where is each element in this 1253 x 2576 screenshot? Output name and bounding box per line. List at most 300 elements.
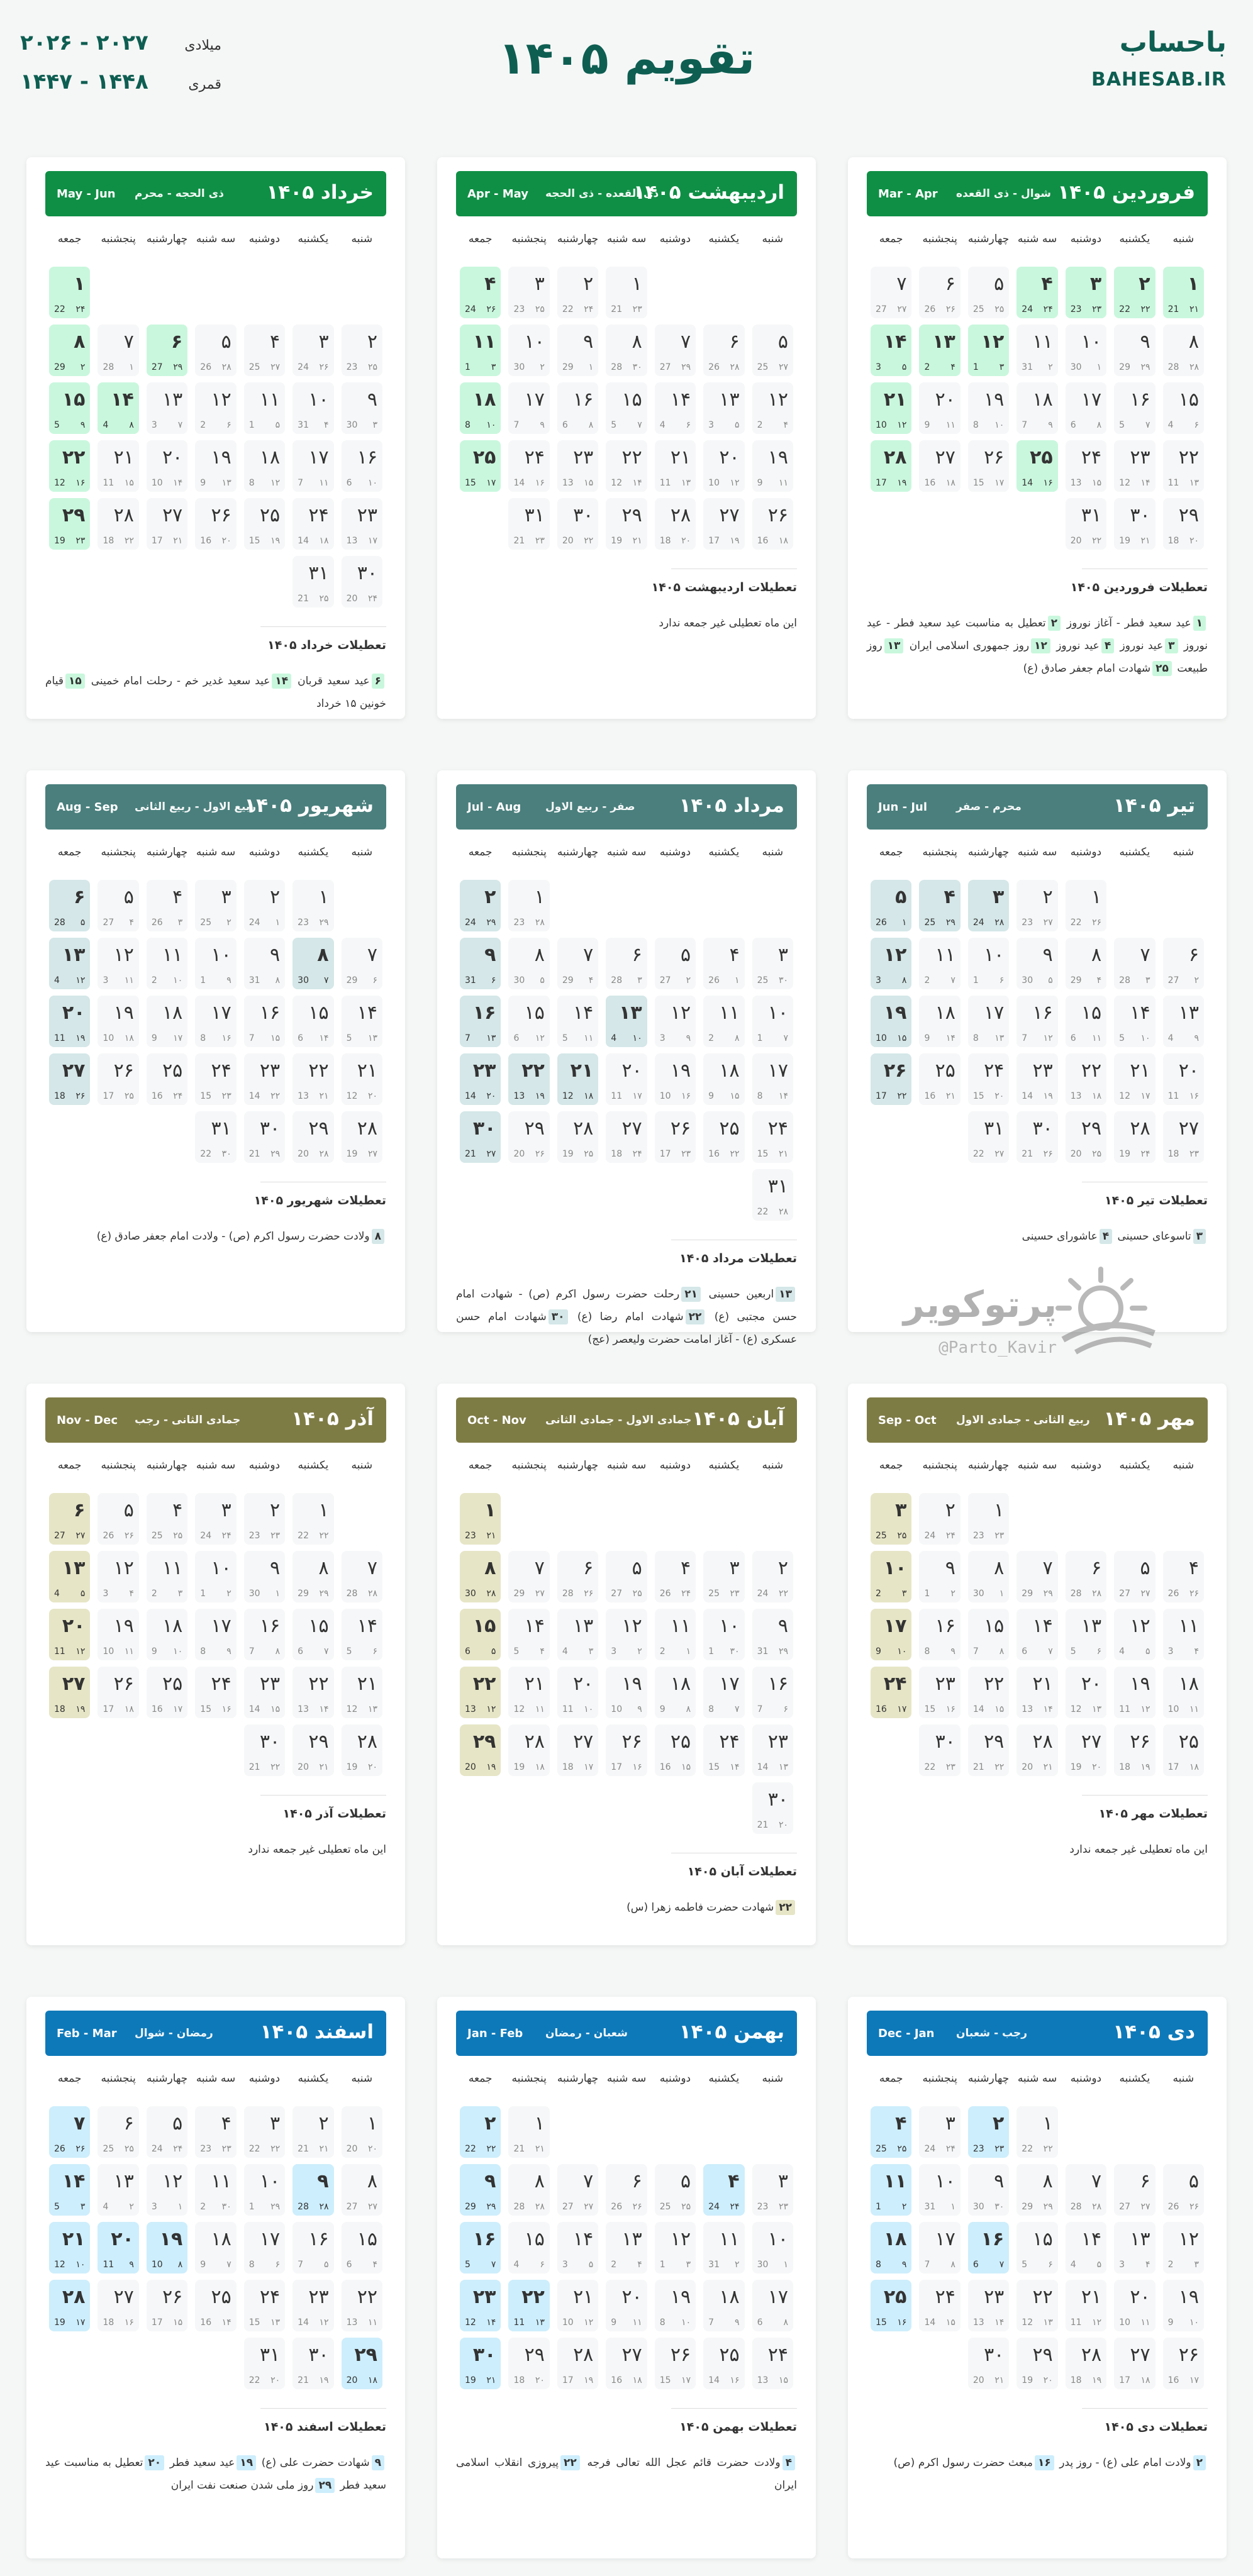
day-cell[interactable] [244, 1667, 285, 1718]
day-cell[interactable] [292, 498, 333, 550]
day-cell[interactable] [195, 498, 236, 550]
day-cell[interactable] [919, 2164, 960, 2216]
day-cell[interactable] [460, 2280, 501, 2331]
day-cell[interactable] [871, 938, 911, 989]
day-cell[interactable] [292, 1493, 333, 1545]
day-cell[interactable] [919, 382, 960, 434]
day-cell[interactable] [508, 1551, 549, 1602]
day-cell[interactable] [1163, 2164, 1204, 2216]
day-cell[interactable] [655, 1111, 696, 1163]
day-cell[interactable] [292, 1551, 333, 1602]
day-cell[interactable] [655, 2338, 696, 2389]
day-cell[interactable] [292, 1111, 333, 1163]
day-cell[interactable] [606, 325, 647, 376]
day-cell[interactable] [508, 2106, 549, 2158]
day-cell[interactable] [244, 2338, 285, 2389]
day-cell[interactable] [342, 2106, 382, 2158]
day-cell[interactable] [606, 382, 647, 434]
day-cell[interactable] [1066, 2338, 1106, 2389]
day-cell[interactable] [703, 1551, 744, 1602]
day-cell[interactable] [557, 938, 598, 989]
day-cell[interactable] [606, 2164, 647, 2216]
day-cell[interactable] [508, 325, 549, 376]
day-cell[interactable] [147, 880, 187, 931]
day-cell[interactable] [342, 382, 382, 434]
day-cell[interactable] [1114, 440, 1155, 492]
day-cell[interactable] [557, 498, 598, 550]
day-cell[interactable] [1016, 382, 1057, 434]
day-cell[interactable] [968, 2164, 1009, 2216]
day-cell[interactable] [871, 267, 911, 318]
day-cell[interactable] [1114, 1609, 1155, 1660]
day-cell[interactable] [460, 325, 501, 376]
day-cell[interactable] [968, 325, 1009, 376]
day-cell[interactable] [195, 1111, 236, 1163]
day-cell[interactable] [557, 1724, 598, 1776]
day-cell[interactable] [147, 1551, 187, 1602]
day-cell[interactable] [752, 498, 793, 550]
day-cell[interactable] [968, 880, 1009, 931]
day-cell[interactable] [1066, 2222, 1106, 2273]
day-cell[interactable] [752, 996, 793, 1047]
day-cell[interactable] [195, 382, 236, 434]
day-cell[interactable] [703, 1724, 744, 1776]
day-cell[interactable] [460, 2164, 501, 2216]
day-cell[interactable] [195, 996, 236, 1047]
day-cell[interactable] [508, 2338, 549, 2389]
day-cell[interactable] [1016, 2164, 1057, 2216]
day-cell[interactable] [606, 2222, 647, 2273]
day-cell[interactable] [49, 1053, 90, 1105]
day-cell[interactable] [871, 1551, 911, 1602]
day-cell[interactable] [292, 938, 333, 989]
day-cell[interactable] [508, 440, 549, 492]
day-cell[interactable] [244, 1724, 285, 1776]
day-cell[interactable] [752, 2222, 793, 2273]
day-cell[interactable] [49, 267, 90, 318]
day-cell[interactable] [97, 2280, 138, 2331]
day-cell[interactable] [460, 2338, 501, 2389]
day-cell[interactable] [752, 1111, 793, 1163]
day-cell[interactable] [508, 267, 549, 318]
day-cell[interactable] [871, 2280, 911, 2331]
day-cell[interactable] [460, 1111, 501, 1163]
day-cell[interactable] [97, 1667, 138, 1718]
day-cell[interactable] [508, 880, 549, 931]
day-cell[interactable] [1114, 498, 1155, 550]
day-cell[interactable] [703, 996, 744, 1047]
day-cell[interactable] [968, 1111, 1009, 1163]
day-cell[interactable] [752, 1667, 793, 1718]
day-cell[interactable] [919, 267, 960, 318]
day-cell[interactable] [244, 2106, 285, 2158]
day-cell[interactable] [342, 1111, 382, 1163]
day-cell[interactable] [1016, 938, 1057, 989]
day-cell[interactable] [97, 1551, 138, 1602]
day-cell[interactable] [919, 880, 960, 931]
day-cell[interactable] [1066, 1551, 1106, 1602]
day-cell[interactable] [49, 2164, 90, 2216]
day-cell[interactable] [147, 2280, 187, 2331]
day-cell[interactable] [342, 1053, 382, 1105]
day-cell[interactable] [97, 1053, 138, 1105]
day-cell[interactable] [1066, 267, 1106, 318]
day-cell[interactable] [147, 938, 187, 989]
day-cell[interactable] [292, 382, 333, 434]
day-cell[interactable] [557, 2338, 598, 2389]
day-cell[interactable] [292, 2280, 333, 2331]
day-cell[interactable] [919, 1724, 960, 1776]
day-cell[interactable] [606, 1609, 647, 1660]
day-cell[interactable] [968, 1053, 1009, 1105]
day-cell[interactable] [508, 382, 549, 434]
day-cell[interactable] [460, 382, 501, 434]
day-cell[interactable] [195, 1667, 236, 1718]
day-cell[interactable] [968, 2280, 1009, 2331]
day-cell[interactable] [919, 2222, 960, 2273]
day-cell[interactable] [508, 2280, 549, 2331]
day-cell[interactable] [968, 382, 1009, 434]
day-cell[interactable] [1163, 938, 1204, 989]
day-cell[interactable] [147, 2164, 187, 2216]
day-cell[interactable] [703, 325, 744, 376]
day-cell[interactable] [1163, 1551, 1204, 1602]
day-cell[interactable] [49, 938, 90, 989]
day-cell[interactable] [1114, 2164, 1155, 2216]
day-cell[interactable] [968, 1724, 1009, 1776]
day-cell[interactable] [49, 2280, 90, 2331]
day-cell[interactable] [97, 2106, 138, 2158]
day-cell[interactable] [1016, 2106, 1057, 2158]
day-cell[interactable] [752, 1169, 793, 1221]
day-cell[interactable] [244, 1053, 285, 1105]
day-cell[interactable] [97, 1493, 138, 1545]
day-cell[interactable] [655, 2222, 696, 2273]
day-cell[interactable] [703, 2164, 744, 2216]
day-cell[interactable] [557, 1551, 598, 1602]
day-cell[interactable] [752, 1782, 793, 1834]
day-cell[interactable] [655, 1667, 696, 1718]
day-cell[interactable] [460, 2106, 501, 2158]
day-cell[interactable] [147, 382, 187, 434]
day-cell[interactable] [919, 938, 960, 989]
day-cell[interactable] [1016, 2338, 1057, 2389]
day-cell[interactable] [342, 440, 382, 492]
day-cell[interactable] [292, 2338, 333, 2389]
day-cell[interactable] [97, 996, 138, 1047]
day-cell[interactable] [1016, 880, 1057, 931]
day-cell[interactable] [147, 440, 187, 492]
day-cell[interactable] [557, 382, 598, 434]
day-cell[interactable] [460, 1724, 501, 1776]
day-cell[interactable] [557, 1111, 598, 1163]
day-cell[interactable] [871, 996, 911, 1047]
day-cell[interactable] [655, 1724, 696, 1776]
day-cell[interactable] [871, 2106, 911, 2158]
day-cell[interactable] [97, 498, 138, 550]
day-cell[interactable] [1066, 2164, 1106, 2216]
day-cell[interactable] [871, 1609, 911, 1660]
day-cell[interactable] [1066, 325, 1106, 376]
day-cell[interactable] [968, 996, 1009, 1047]
day-cell[interactable] [1163, 2222, 1204, 2273]
day-cell[interactable] [1114, 2280, 1155, 2331]
day-cell[interactable] [460, 1551, 501, 1602]
day-cell[interactable] [1114, 938, 1155, 989]
day-cell[interactable] [1114, 382, 1155, 434]
day-cell[interactable] [49, 325, 90, 376]
day-cell[interactable] [557, 1667, 598, 1718]
day-cell[interactable] [1016, 1053, 1057, 1105]
day-cell[interactable] [342, 556, 382, 608]
day-cell[interactable] [968, 2338, 1009, 2389]
day-cell[interactable] [342, 325, 382, 376]
day-cell[interactable] [557, 2164, 598, 2216]
day-cell[interactable] [968, 1667, 1009, 1718]
day-cell[interactable] [49, 382, 90, 434]
day-cell[interactable] [1016, 2222, 1057, 2273]
day-cell[interactable] [244, 382, 285, 434]
day-cell[interactable] [292, 440, 333, 492]
day-cell[interactable] [1016, 1724, 1057, 1776]
day-cell[interactable] [97, 440, 138, 492]
day-cell[interactable] [871, 1667, 911, 1718]
day-cell[interactable] [606, 1111, 647, 1163]
day-cell[interactable] [195, 2164, 236, 2216]
day-cell[interactable] [342, 2164, 382, 2216]
day-cell[interactable] [244, 1493, 285, 1545]
day-cell[interactable] [292, 556, 333, 608]
day-cell[interactable] [244, 2280, 285, 2331]
day-cell[interactable] [49, 2222, 90, 2273]
day-cell[interactable] [752, 2280, 793, 2331]
day-cell[interactable] [871, 880, 911, 931]
day-cell[interactable] [97, 325, 138, 376]
day-cell[interactable] [1066, 996, 1106, 1047]
day-cell[interactable] [342, 1609, 382, 1660]
day-cell[interactable] [460, 1493, 501, 1545]
day-cell[interactable] [244, 440, 285, 492]
day-cell[interactable] [49, 1493, 90, 1545]
day-cell[interactable] [968, 1493, 1009, 1545]
day-cell[interactable] [968, 440, 1009, 492]
day-cell[interactable] [703, 2338, 744, 2389]
day-cell[interactable] [1114, 325, 1155, 376]
day-cell[interactable] [606, 498, 647, 550]
day-cell[interactable] [752, 938, 793, 989]
day-cell[interactable] [606, 996, 647, 1047]
day-cell[interactable] [49, 1609, 90, 1660]
day-cell[interactable] [195, 325, 236, 376]
day-cell[interactable] [606, 1551, 647, 1602]
day-cell[interactable] [1114, 1724, 1155, 1776]
day-cell[interactable] [1114, 996, 1155, 1047]
day-cell[interactable] [97, 880, 138, 931]
day-cell[interactable] [195, 2280, 236, 2331]
day-cell[interactable] [1163, 1667, 1204, 1718]
day-cell[interactable] [508, 1111, 549, 1163]
day-cell[interactable] [1016, 1667, 1057, 1718]
day-cell[interactable] [919, 1493, 960, 1545]
day-cell[interactable] [606, 1053, 647, 1105]
day-cell[interactable] [244, 938, 285, 989]
day-cell[interactable] [752, 1551, 793, 1602]
day-cell[interactable] [752, 325, 793, 376]
day-cell[interactable] [292, 1053, 333, 1105]
day-cell[interactable] [292, 996, 333, 1047]
day-cell[interactable] [968, 2106, 1009, 2158]
day-cell[interactable] [1163, 2338, 1204, 2389]
day-cell[interactable] [147, 2106, 187, 2158]
day-cell[interactable] [292, 2222, 333, 2273]
day-cell[interactable] [147, 1053, 187, 1105]
day-cell[interactable] [919, 1609, 960, 1660]
day-cell[interactable] [147, 1609, 187, 1660]
day-cell[interactable] [460, 938, 501, 989]
day-cell[interactable] [1163, 325, 1204, 376]
day-cell[interactable] [655, 2164, 696, 2216]
day-cell[interactable] [752, 1053, 793, 1105]
day-cell[interactable] [342, 1551, 382, 1602]
day-cell[interactable] [1163, 1609, 1204, 1660]
day-cell[interactable] [1114, 2338, 1155, 2389]
day-cell[interactable] [1066, 1053, 1106, 1105]
day-cell[interactable] [244, 1609, 285, 1660]
day-cell[interactable] [97, 2222, 138, 2273]
day-cell[interactable] [508, 2222, 549, 2273]
day-cell[interactable] [1066, 1724, 1106, 1776]
day-cell[interactable] [655, 1053, 696, 1105]
day-cell[interactable] [460, 1667, 501, 1718]
day-cell[interactable] [655, 938, 696, 989]
day-cell[interactable] [703, 440, 744, 492]
day-cell[interactable] [342, 2338, 382, 2389]
day-cell[interactable] [752, 2338, 793, 2389]
day-cell[interactable] [342, 498, 382, 550]
day-cell[interactable] [606, 1724, 647, 1776]
day-cell[interactable] [49, 498, 90, 550]
day-cell[interactable] [292, 325, 333, 376]
day-cell[interactable] [244, 2222, 285, 2273]
day-cell[interactable] [871, 440, 911, 492]
day-cell[interactable] [1066, 1667, 1106, 1718]
day-cell[interactable] [292, 2164, 333, 2216]
day-cell[interactable] [195, 880, 236, 931]
day-cell[interactable] [1163, 2280, 1204, 2331]
day-cell[interactable] [606, 267, 647, 318]
day-cell[interactable] [871, 1053, 911, 1105]
day-cell[interactable] [703, 1053, 744, 1105]
day-cell[interactable] [508, 2164, 549, 2216]
day-cell[interactable] [195, 1053, 236, 1105]
day-cell[interactable] [1066, 2280, 1106, 2331]
day-cell[interactable] [292, 1609, 333, 1660]
day-cell[interactable] [460, 1609, 501, 1660]
day-cell[interactable] [1066, 498, 1106, 550]
day-cell[interactable] [244, 2164, 285, 2216]
day-cell[interactable] [1066, 1609, 1106, 1660]
day-cell[interactable] [460, 2222, 501, 2273]
day-cell[interactable] [49, 2106, 90, 2158]
day-cell[interactable] [508, 1667, 549, 1718]
brand-site[interactable]: BAHESAB.IR [1091, 69, 1227, 91]
day-cell[interactable] [195, 938, 236, 989]
day-cell[interactable] [1114, 1667, 1155, 1718]
day-cell[interactable] [49, 1667, 90, 1718]
day-cell[interactable] [557, 1053, 598, 1105]
day-cell[interactable] [1066, 938, 1106, 989]
day-cell[interactable] [557, 996, 598, 1047]
day-cell[interactable] [97, 1609, 138, 1660]
day-cell[interactable] [557, 1609, 598, 1660]
day-cell[interactable] [968, 2222, 1009, 2273]
day-cell[interactable] [557, 2222, 598, 2273]
day-cell[interactable] [49, 440, 90, 492]
day-cell[interactable] [342, 1724, 382, 1776]
day-cell[interactable] [508, 1053, 549, 1105]
day-cell[interactable] [871, 2222, 911, 2273]
day-cell[interactable] [195, 1493, 236, 1545]
day-cell[interactable] [244, 1551, 285, 1602]
day-cell[interactable] [968, 1609, 1009, 1660]
day-cell[interactable] [655, 498, 696, 550]
day-cell[interactable] [655, 440, 696, 492]
day-cell[interactable] [292, 2106, 333, 2158]
day-cell[interactable] [703, 382, 744, 434]
day-cell[interactable] [460, 996, 501, 1047]
day-cell[interactable] [606, 2280, 647, 2331]
day-cell[interactable] [655, 1551, 696, 1602]
day-cell[interactable] [752, 2164, 793, 2216]
day-cell[interactable] [703, 498, 744, 550]
day-cell[interactable] [606, 938, 647, 989]
day-cell[interactable] [292, 880, 333, 931]
day-cell[interactable] [1163, 498, 1204, 550]
day-cell[interactable] [1066, 440, 1106, 492]
day-cell[interactable] [1066, 1111, 1106, 1163]
day-cell[interactable] [557, 2280, 598, 2331]
day-cell[interactable] [342, 938, 382, 989]
day-cell[interactable] [1016, 1551, 1057, 1602]
day-cell[interactable] [1163, 1724, 1204, 1776]
day-cell[interactable] [508, 498, 549, 550]
day-cell[interactable] [460, 1053, 501, 1105]
day-cell[interactable] [968, 267, 1009, 318]
day-cell[interactable] [460, 880, 501, 931]
day-cell[interactable] [460, 440, 501, 492]
day-cell[interactable] [1114, 2222, 1155, 2273]
day-cell[interactable] [703, 1111, 744, 1163]
day-cell[interactable] [919, 1667, 960, 1718]
day-cell[interactable] [919, 2106, 960, 2158]
day-cell[interactable] [1016, 1609, 1057, 1660]
day-cell[interactable] [1066, 382, 1106, 434]
day-cell[interactable] [606, 440, 647, 492]
day-cell[interactable] [655, 2280, 696, 2331]
day-cell[interactable] [97, 938, 138, 989]
day-cell[interactable] [244, 498, 285, 550]
day-cell[interactable] [195, 2222, 236, 2273]
day-cell[interactable] [968, 938, 1009, 989]
day-cell[interactable] [871, 2164, 911, 2216]
day-cell[interactable] [508, 1724, 549, 1776]
day-cell[interactable] [292, 1724, 333, 1776]
day-cell[interactable] [919, 1551, 960, 1602]
day-cell[interactable] [1016, 996, 1057, 1047]
day-cell[interactable] [147, 498, 187, 550]
day-cell[interactable] [919, 2280, 960, 2331]
day-cell[interactable] [244, 1111, 285, 1163]
